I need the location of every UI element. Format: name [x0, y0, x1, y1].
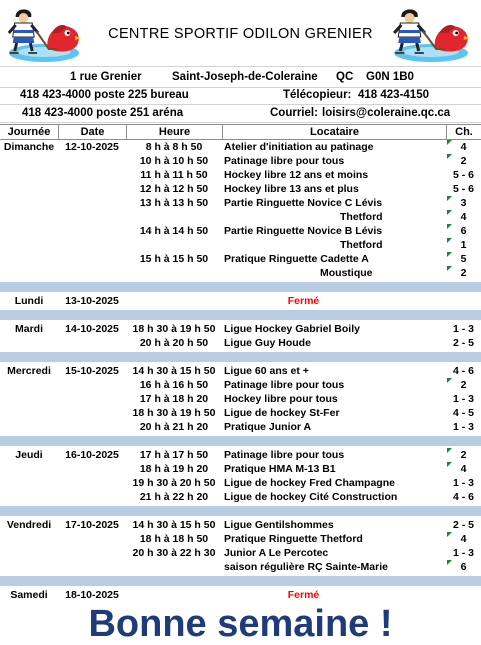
number-as-text-indicator-icon: [447, 210, 452, 215]
email-address: loisirs@coleraine.qc.ca: [322, 107, 451, 119]
date-cell-empty: [58, 490, 126, 504]
tenant-cell: Pratique Junior A: [224, 421, 312, 433]
date-cell-empty: [58, 196, 126, 210]
date-cell-empty: [58, 210, 126, 224]
time-cell: 20 h 30 à 22 h 30: [132, 547, 216, 559]
time-cell: [126, 266, 222, 280]
table-row: [0, 210, 481, 224]
ch-value: 4: [460, 533, 467, 545]
time-cell: 17 h à 18 h 20: [139, 393, 209, 405]
ch-value: 1 - 3: [452, 421, 474, 433]
province: QC: [336, 71, 354, 83]
time-cell: 18 h à 19 h 20: [139, 463, 209, 475]
date-cell-empty: [58, 182, 126, 196]
day-cell-empty: [0, 210, 58, 224]
ch-cell: [446, 406, 481, 420]
date-cell-empty: [58, 252, 126, 266]
tenant-cell: Hockey libre 13 ans et plus: [224, 183, 359, 195]
email-label: Courriel:: [270, 107, 318, 119]
ch-value: 2: [460, 267, 467, 279]
time-cell: 18 h 30 à 19 h 50: [132, 323, 216, 335]
number-as-text-indicator-icon: [447, 266, 452, 271]
date-cell-empty: [58, 266, 126, 280]
tenant-cell: Pratique HMA M-13 B1: [224, 463, 336, 475]
table-row: [0, 378, 481, 392]
ch-value: 2 - 5: [452, 519, 474, 531]
table-row: [0, 322, 481, 336]
ch-value: 6: [460, 561, 467, 573]
date-cell-empty: [58, 476, 126, 490]
ch-value: 1 - 3: [452, 477, 474, 489]
table-row: [0, 560, 481, 574]
date-cell-empty: [58, 154, 126, 168]
table-row: [0, 490, 481, 504]
ch-cell: [446, 532, 481, 546]
day-cell: Samedi: [10, 589, 48, 601]
closed-status: Fermé: [287, 589, 320, 601]
ch-value: 3: [460, 197, 467, 209]
tenant-cell: Ligue 60 ans et +: [224, 365, 309, 377]
table-row: [0, 406, 481, 420]
time-cell: 21 h à 22 h 20: [139, 491, 209, 503]
closed-status: Fermé: [287, 295, 320, 307]
tenant-cell: Ligue Gentilshommes: [224, 519, 334, 531]
tenant-cell: Patinage libre pour tous: [224, 379, 345, 391]
day-cell-empty: [0, 154, 58, 168]
ch-value: 4: [460, 211, 467, 223]
date-cell: 18-10-2025: [65, 589, 119, 601]
ch-cell: [446, 182, 481, 196]
date-cell-empty: [58, 462, 126, 476]
ch-cell: [446, 224, 481, 238]
day-cell-empty: [0, 546, 58, 560]
day-cell-empty: [0, 182, 58, 196]
tenant-cell: Hockey libre 12 ans et moins: [224, 169, 369, 181]
time-cell: 16 h à 16 h 50: [139, 379, 209, 391]
day-cell-empty: [0, 378, 58, 392]
table-row: [0, 420, 481, 434]
tenant-cell: Ligue Guy Houde: [224, 337, 311, 349]
tenant-cell: Ligue de hockey Fred Champagne: [224, 477, 395, 489]
day-separator-band: [0, 310, 481, 320]
number-as-text-indicator-icon: [447, 462, 452, 467]
city: Saint-Joseph-de-Coleraine: [172, 71, 318, 83]
ch-cell: [446, 336, 481, 350]
day-cell: Dimanche: [3, 141, 55, 153]
tenant-cell: Hockey libre pour tous: [224, 393, 338, 405]
date-cell-empty: [58, 238, 126, 252]
date-cell: 15-10-2025: [65, 365, 119, 377]
ch-value: 4 - 5: [452, 407, 474, 419]
date-cell: 17-10-2025: [65, 519, 119, 531]
time-cell: 18 h à 18 h 50: [139, 533, 209, 545]
day-cell: Jeudi: [15, 449, 43, 461]
date-cell-empty: [58, 406, 126, 420]
time-cell: 14 h à 14 h 50: [139, 225, 209, 237]
street-address: 1 rue Grenier: [70, 71, 142, 83]
ch-value: 4 - 6: [452, 491, 474, 503]
ch-value: 2: [460, 449, 467, 461]
date-cell-empty: [58, 532, 126, 546]
table-header: [0, 124, 481, 140]
table-row: [0, 532, 481, 546]
ch-cell: [446, 378, 481, 392]
day-cell-empty: [0, 392, 58, 406]
date-cell-empty: [58, 378, 126, 392]
column-header-tenant: Locataire: [222, 125, 446, 139]
number-as-text-indicator-icon: [447, 532, 452, 537]
day-cell-empty: [0, 252, 58, 266]
date-cell: 16-10-2025: [65, 449, 119, 461]
table-row: [0, 462, 481, 476]
day-separator-band: [0, 282, 481, 292]
table-row: [0, 154, 481, 168]
column-header-day: Journée: [7, 126, 51, 138]
ch-value: 4 - 6: [452, 365, 474, 377]
table-row: [0, 224, 481, 238]
time-cell: 18 h 30 à 19 h 50: [132, 407, 216, 419]
closing-message: Bonne semaine !: [88, 603, 393, 645]
date-cell-empty: [58, 392, 126, 406]
ch-cell: [446, 266, 481, 280]
page-title: CENTRE SPORTIF ODILON GRENIER: [108, 26, 373, 42]
day-cell-empty: [0, 224, 58, 238]
ch-value: 5: [460, 253, 467, 265]
number-as-text-indicator-icon: [447, 196, 452, 201]
day-cell-empty: [0, 238, 58, 252]
time-cell: 14 h 30 à 15 h 50: [132, 365, 216, 377]
tenant-cell: Partie Ringuette Novice C Lévis: [224, 197, 383, 209]
date-cell-empty: [58, 546, 126, 560]
time-cell: 8 h à 8 h 50: [145, 141, 203, 153]
tenant-cell: Pratique Ringuette Cadette A: [224, 253, 369, 265]
ch-cell: [446, 546, 481, 560]
day-separator-band: [0, 352, 481, 362]
ch-cell: [446, 364, 481, 378]
tenant-cell: Pratique Ringuette Thetford: [224, 533, 363, 545]
tenant-cell: Thetford: [340, 239, 383, 251]
table-row-closed: [0, 588, 481, 602]
day-separator-band: [0, 436, 481, 446]
time-cell: 14 h 30 à 15 h 50: [132, 519, 216, 531]
ch-value: 5 - 6: [452, 183, 474, 195]
column-header-time: Heure: [126, 125, 222, 139]
tenant-cell: Ligue de hockey Cité Construction: [224, 491, 398, 503]
table-row: [0, 168, 481, 182]
tenant-cell: Moustique: [320, 267, 373, 279]
time-cell: 13 h à 13 h 50: [139, 197, 209, 209]
time-cell: 20 h à 20 h 50: [139, 337, 209, 349]
time-cell: 17 h à 17 h 50: [139, 449, 209, 461]
date-cell-empty: [58, 560, 126, 574]
fax-number: 418 423-4150: [358, 89, 429, 101]
column-header-ch: Ch.: [446, 125, 481, 139]
number-as-text-indicator-icon: [447, 252, 452, 257]
table-row: [0, 252, 481, 266]
table-row: [0, 518, 481, 532]
number-as-text-indicator-icon: [447, 224, 452, 229]
ch-cell: [446, 518, 481, 532]
ch-value: 2 - 5: [452, 337, 474, 349]
day-separator-band: [0, 506, 481, 516]
day-cell: Vendredi: [6, 519, 52, 531]
ch-cell: [446, 420, 481, 434]
ch-cell: [446, 392, 481, 406]
ch-cell: [446, 154, 481, 168]
schedule-table: [0, 124, 481, 602]
day-cell: Lundi: [14, 295, 44, 307]
day-cell-empty: [0, 420, 58, 434]
date-cell: 14-10-2025: [65, 323, 119, 335]
ch-value: 6: [460, 225, 467, 237]
address-row: [0, 66, 481, 88]
ch-cell: [446, 448, 481, 462]
day-cell-empty: [0, 336, 58, 350]
day-cell-empty: [0, 168, 58, 182]
ch-value: 1: [460, 239, 467, 251]
date-cell-empty: [58, 224, 126, 238]
table-row: [0, 364, 481, 378]
tenant-cell: Junior A Le Percotec: [224, 547, 329, 559]
day-cell: Mercredi: [7, 365, 51, 377]
table-row: [0, 476, 481, 490]
tenant-cell: Patinage libre pour tous: [224, 155, 345, 167]
table-row: [0, 196, 481, 210]
table-row-closed: [0, 294, 481, 308]
time-cell: 15 h à 15 h 50: [139, 253, 209, 265]
table-row: [0, 448, 481, 462]
ch-cell: [446, 238, 481, 252]
table-row: [0, 140, 481, 154]
number-as-text-indicator-icon: [447, 154, 452, 159]
time-cell: 19 h 30 à 20 h 50: [132, 477, 216, 489]
ch-value: 2: [460, 379, 467, 391]
date-cell-empty: [58, 420, 126, 434]
ch-value: 2: [460, 155, 467, 167]
ch-cell: [446, 252, 481, 266]
ch-cell: [446, 476, 481, 490]
ch-cell: [446, 210, 481, 224]
ch-value: 1 - 3: [452, 323, 474, 335]
phone-office: 418 423-4000 poste 225 bureau: [20, 89, 189, 101]
table-row: [0, 546, 481, 560]
ch-value: 1 - 3: [452, 547, 474, 559]
ch-cell: [446, 196, 481, 210]
table-row: [0, 266, 481, 280]
ch-cell: [446, 560, 481, 574]
schedule-body: [0, 140, 481, 602]
tenant-cell: saison régulière RÇ Sainte-Marie: [224, 561, 388, 573]
ch-cell: [446, 462, 481, 476]
day-cell-empty: [0, 462, 58, 476]
day-cell-empty: [0, 196, 58, 210]
contact-row: [0, 105, 481, 123]
day-separator-band: [0, 576, 481, 586]
time-cell: 12 h à 12 h 50: [139, 183, 209, 195]
time-cell: 20 h à 21 h 20: [139, 421, 209, 433]
number-as-text-indicator-icon: [447, 448, 452, 453]
time-cell: [126, 210, 222, 224]
number-as-text-indicator-icon: [447, 560, 452, 565]
phone-arena: 418 423-4000 poste 251 aréna: [22, 107, 184, 119]
contact-row: [0, 87, 481, 105]
fax-label: Télécopieur:: [283, 89, 352, 101]
table-row: [0, 238, 481, 252]
tenant-cell: Partie Ringuette Novice B Lévis: [224, 225, 383, 237]
date-cell-empty: [58, 336, 126, 350]
time-cell: 10 h à 10 h 50: [139, 155, 209, 167]
number-as-text-indicator-icon: [447, 140, 452, 145]
number-as-text-indicator-icon: [447, 238, 452, 243]
time-cell: [126, 560, 222, 574]
day-cell-empty: [0, 532, 58, 546]
ch-cell: [446, 168, 481, 182]
time-cell: 11 h à 11 h 50: [140, 169, 208, 181]
table-row: [0, 336, 481, 350]
day-cell: Mardi: [14, 323, 43, 335]
date-cell: 12-10-2025: [65, 141, 119, 153]
tenant-cell: Ligue de hockey St-Fer: [224, 407, 340, 419]
day-cell-empty: [0, 406, 58, 420]
table-row: [0, 182, 481, 196]
date-cell-empty: [58, 168, 126, 182]
ch-value: 4: [460, 463, 467, 475]
date-cell: 13-10-2025: [65, 295, 119, 307]
tenant-cell: Patinage libre pour tous: [224, 449, 345, 461]
tenant-cell: Thetford: [340, 211, 383, 223]
ch-value: 4: [460, 141, 467, 153]
ch-cell: [446, 490, 481, 504]
table-row: [0, 392, 481, 406]
day-cell-empty: [0, 490, 58, 504]
tenant-cell: Atelier d'initiation au patinage: [224, 141, 374, 153]
day-cell-empty: [0, 476, 58, 490]
column-header-date: Date: [58, 125, 126, 139]
day-cell-empty: [0, 560, 58, 574]
ch-cell: [446, 140, 481, 154]
number-as-text-indicator-icon: [447, 378, 452, 383]
ch-cell: [446, 322, 481, 336]
tenant-cell: Ligue Hockey Gabriel Boily: [224, 323, 360, 335]
ch-value: 5 - 6: [452, 169, 474, 181]
ch-value: 1 - 3: [452, 393, 474, 405]
day-cell-empty: [0, 266, 58, 280]
postal-code: G0N 1B0: [366, 71, 414, 83]
time-cell: [126, 238, 222, 252]
